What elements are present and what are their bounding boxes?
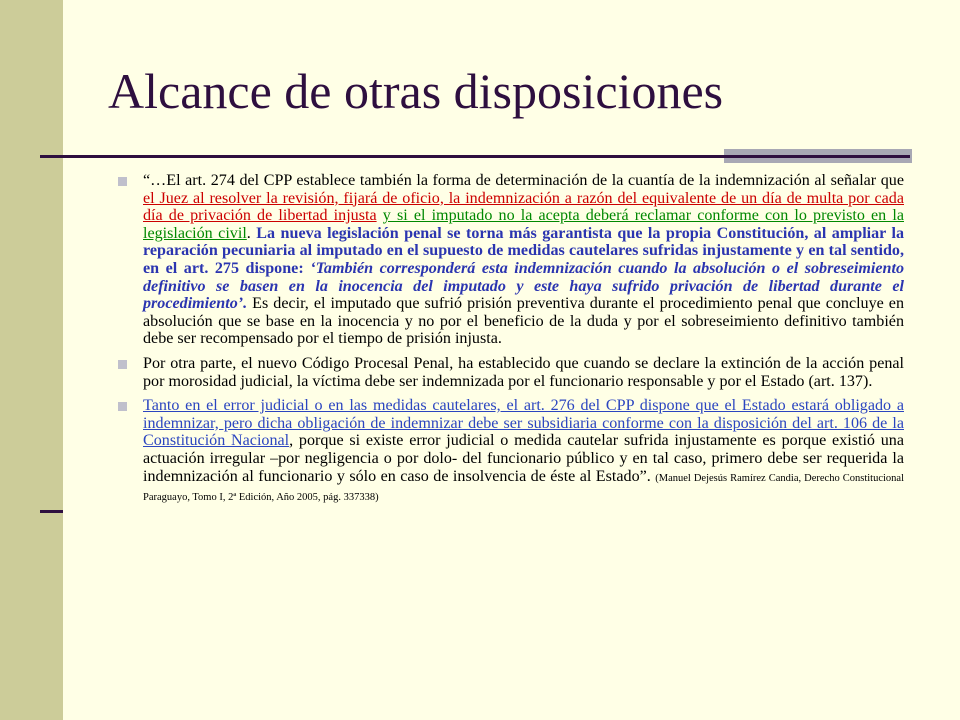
- bullet-square-icon: [118, 402, 127, 411]
- bullet-1-closing-text: Es decir, el imputado que sufrió prisión preventiva durante el procedimiento penal que concluye en absolución que se base en la inocencia y no por el beneficio de la duda y por el sobreseimiento definitivo también debe ser recompensado por el tiempo de prisión injusta.: [143, 295, 904, 348]
- title-divider-line: [40, 155, 910, 158]
- bullet-square-icon: [118, 360, 127, 369]
- bullet-1-green-underlined-text: y si el imputado no la acepta deberá reclamar conforme con lo previsto en la legislación civil: [143, 207, 904, 242]
- bullet-1-separator: .: [246, 224, 257, 242]
- bullet-3-link-text[interactable]: Tanto en el error judicial o en las medidas cautelares, el art. 276 del CPP dispone que el Estado estará obligado a indemnizar, pero dicha obligación de indemnizar debe ser subsidiaria conforme con la disposición del art. 106 de la Constitución Nacional: [143, 397, 904, 450]
- sidebar-band: [0, 0, 63, 720]
- slide-title: Alcance de otras disposiciones: [108, 63, 724, 119]
- bullet-item-3: [118, 397, 904, 507]
- bullet-1-blue-italic-quote: ‘También corresponderá esta indemnización cuando la absolución o el sobreseimiento definitivo se basen en la inocencia del imputado y este haya sufrido privación de libertad durante el procedimiento’.: [143, 259, 904, 313]
- bullet-1-blue-bold-text: La nueva legislación penal se torna más garantista que la propia Constitución, al ampliar la reparación pecuniaria al imputado en el supuesto de medidas cautelares sufridas injustamente y en tal sentido, en el art. 275 dispone:: [143, 224, 905, 277]
- bullet-item-1: [118, 172, 904, 348]
- bullet-3-text: , porque si existe error judicial o medida cautelar sufrida injustamente es porque existió una actuación irregular –por negligencia o por dolo- del funcionario público y en tal caso, primero debe ser requerida la indemnización al funcionario y sólo en caso de insolvencia de éste al Estado”.: [143, 432, 904, 485]
- bullet-3-citation: (Manuel Dejesús Ramírez Candia, Derecho Constitucional Paraguayo, Tomo I, 2ª Edición, Año 2005, pág. 337338): [143, 472, 905, 504]
- bullet-2-text: Por otra parte, el nuevo Código Procesal Penal, ha establecido que cuando se declare la extinción de la acción penal por morosidad judicial, la víctima debe ser indemnizada por el funcionario responsable y por el Estado (art. 137).: [143, 354, 904, 390]
- bullet-1-intro-text: “…El art. 274 del CPP establece también la forma de determinación de la cuantía de la indemnización al señalar que: [143, 172, 904, 189]
- bullet-item-2: [118, 355, 904, 390]
- left-divider-line: [40, 510, 63, 513]
- bullet-1-red-underlined-text: el Juez al resolver la revisión, fijará de oficio, la indemnización a razón del equivalente de un día de multa por cada día de privación de libertad injusta: [143, 189, 904, 225]
- slide-content: [118, 172, 904, 514]
- bullet-square-icon: [118, 177, 127, 186]
